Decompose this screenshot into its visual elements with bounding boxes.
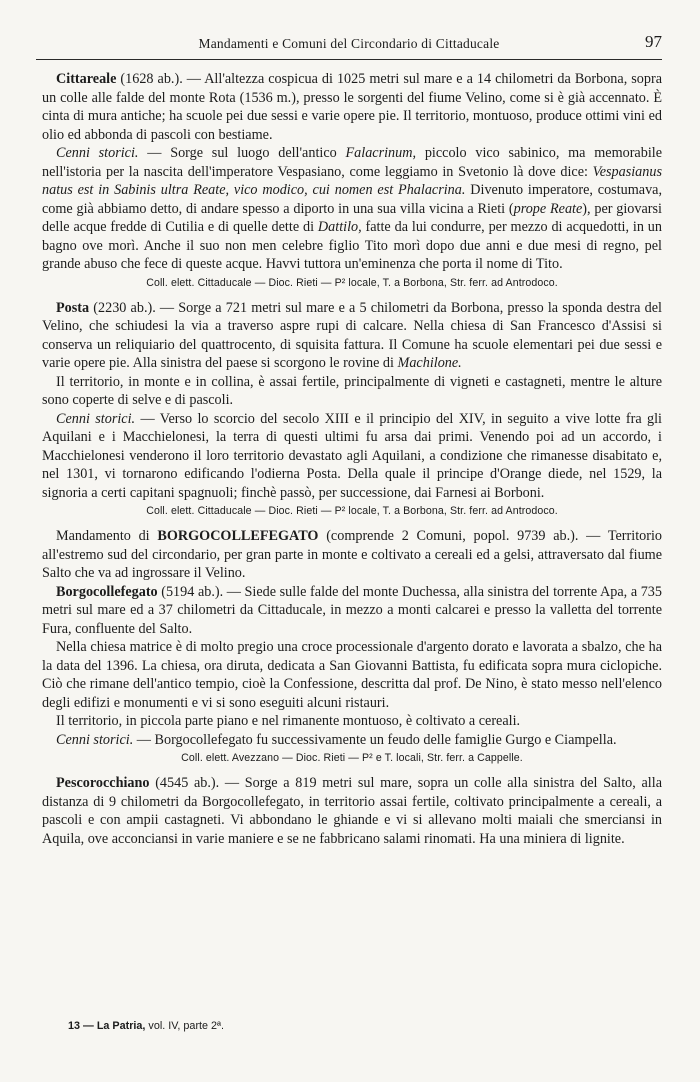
cenni-storici-cittareale	[42, 144, 662, 274]
text-run: piccolo vico sabinico, ma memorabile nell'istoria per la nascita dell'imperatore Vespasiano, come leggiamo in Svetonio là dove dice:	[42, 145, 662, 180]
footer-title: La Patria,	[96, 1020, 146, 1032]
header-rule	[36, 59, 662, 60]
entry-name: Pescorocchiano	[56, 775, 150, 791]
footer-number: 13 —	[68, 1020, 94, 1032]
entry-borgocollefegato	[42, 583, 662, 639]
mandamento-heading	[42, 527, 662, 583]
text-run: Divenuto imperatore, costumava, come già abbiamo detto, di andare spesso a diporto in una sua villa vicina a Rieti (	[42, 182, 663, 217]
italic-quote: Vespasianus natus est in Sabinis ultra Reate, vico modico, cui nomen est Phalacrina.	[42, 163, 662, 198]
entry-name: Posta	[56, 299, 90, 316]
collegio-line-borgocollefegato: Coll. elett. Avezzano — Dioc. Rieti — P² e T. locali, Str. ferr. a Cappelle.	[181, 752, 523, 764]
cenni-label: Cenni storici.	[56, 410, 136, 427]
header-title: Mandamenti e Comuni del Circondario di Cittaducale	[198, 36, 500, 51]
collegio-line-cittareale: Coll. elett. Cittaducale — Dioc. Rieti — P² locale, T. a Borbona, Str. ferr. ad Antrodoco.	[146, 276, 558, 289]
mandamento-name: BORGOCOLLEFEGATO	[157, 528, 319, 544]
mandamento-body: (comprende 2 Comuni, popol. 9739 ab.). — Territorio all'estremo sud del circondario, per gran parte in monte e coltivato a cereali ed a gelsi, attraversato dal fiume Salto che va ad ingrossare il Velino.	[42, 528, 662, 581]
italic-run: Machilone.	[397, 355, 462, 371]
footer-signature	[68, 1020, 224, 1032]
entry-body: (4545 ab.). — Sorge a 819 metri sul mare, sopra un colle alla sinistra del Salto, alla distanza di 9 chilometri da Borgocollefegato, in territorio assai fertile, coltivato principalmente a cereali, a pascoli e con ampii castagneti. Vi abbondano le ghiande e vi si allevano molti maiali che smerciansi in Aquila, ove acconciansi in varie maniere e se ne fabbricano salami rinomati. Ha una miniera di lignite.	[42, 775, 662, 847]
main-text	[42, 70, 662, 848]
cenni-storici-borgocollefegato	[42, 731, 662, 750]
entry-posta	[42, 299, 662, 373]
text-run: — Borgocollefegato fu successivamente un feudo delle famiglie Gurgo e Ciampella.	[133, 731, 617, 748]
entry-name: Borgocollefegato	[56, 583, 158, 600]
collegio-line-posta: Coll. elett. Cittaducale — Dioc. Rieti — P² locale, T. a Borbona, Str. ferr. ad Antrodoco.	[146, 505, 558, 517]
page-number: 97	[645, 32, 662, 51]
footer-rest: vol. IV, parte 2ª.	[145, 1020, 225, 1032]
entry-pescorocchiano	[42, 774, 662, 848]
posta-territorio: Il territorio, in monte e in collina, è assai fertile, principalmente di vigneti e castagneti, mentre le alture sono coperte di selve e di pascoli.	[42, 373, 662, 408]
italic-run: prope Reate	[513, 200, 583, 217]
text-run: — Sorge sul luogo dell'antico	[138, 145, 346, 161]
cenni-label: Cenni storici.	[56, 731, 134, 748]
entry-body: (1628 ab.). — All'altezza cospicua di 1025 metri sul mare e a 14 chilometri da Borbona, sopra un colle alle falde del monte Rota (1536 m.), presso le sorgenti del fiume Velino, come si è già accennato. È cinta di mura antiche; ha scuole pei due sessi e varie opere pie. Il territorio, montuoso, produce ottimi vini ed olio ed abbonda di pascoli con bestiame.	[42, 71, 662, 143]
mandamento-prefix: Mandamento di	[56, 528, 158, 544]
borgocollefegato-chiesa: Nella chiesa matrice è di molto pregio una croce processionale d'argento dorato e lavorata a sbalzo, che ha la data del 1396. La chiesa, ora diruta, dedicata a San Giovanni Battista, fu edificata sopra mura ciclopiche. Ciò che rimane dell'antico tempio, cioè la Confessione, descritta dal prof. De Nino, è stato messo nell'elenco degli edifizi e monumenti e vi si sono eseguiti alcuni ristauri.	[42, 639, 662, 711]
entry-body: (5194 ab.). — Siede sulle falde del monte Duchessa, alla sinistra del torrente Apa, a 735 metri sul mare ed a 37 chilometri da Cittaducale, in mezzo a monti calcarei e presso la valletta del torrente Fura, confluente del Salto.	[42, 583, 662, 637]
italic-run: Dattilo,	[317, 219, 362, 235]
entry-cittareale	[42, 70, 662, 144]
italic-run: Falacrinum,	[345, 145, 417, 161]
borgocollefegato-territorio: Il territorio, in piccola parte piano e nel rimanente montuoso, è coltivato a cereali.	[56, 713, 521, 729]
text-run: — Verso lo scorcio del secolo XIII e il principio del XIV, in seguito a vive lotte fra gli Aquilani e i Macchielonesi, la terra di questi ultimi fu arsa dai primi. Venendo poi ad un accordo, i Macchielonesi venderono il loro territorio devastato agli Aquilani, a condizione che rimanesse disabitato e, nel 1301, vi tornarono edificando l'odierna Posta. Della quale il principe d'Orange diede, nel 1529, la signoria a certi capitani spagnuoli; finchè passò, per successione, dai Farnesi ai Borboni.	[42, 410, 663, 501]
entry-name: Cittareale	[56, 71, 117, 87]
text-run: fatte da lui condurre, per mezzo di acquedotti, in un bagno ove morì. Anche il suo non men celebre figlio Tito morì dopo due anni e due mesi di regno, pel grande abuso che fece di queste acque. Havvi tuttora un'eminenza che porta il nome di Tito.	[42, 219, 662, 272]
cenni-storici-posta	[42, 410, 662, 503]
running-header	[36, 32, 662, 56]
text-run: ), per giovarsi delle acque fredde di Cutilia e di quelle dette di	[42, 200, 662, 235]
cenni-label: Cenni storici.	[56, 145, 139, 161]
entry-body: (2230 ab.). — Sorge a 721 metri sul mare e a 5 chilometri da Borbona, presso la sponda destra del Velino, che schiudesi la via a traverso aspre rupi di calcare. Nella chiesa di San Francesco d'Assisi si conserva un reliquiario del quattrocento, di squisita fattura. Il Comune ha scuole elementari pei due sessi e varie opere pie. Alla sinistra del paese si scorgono le rovine di	[42, 299, 662, 371]
